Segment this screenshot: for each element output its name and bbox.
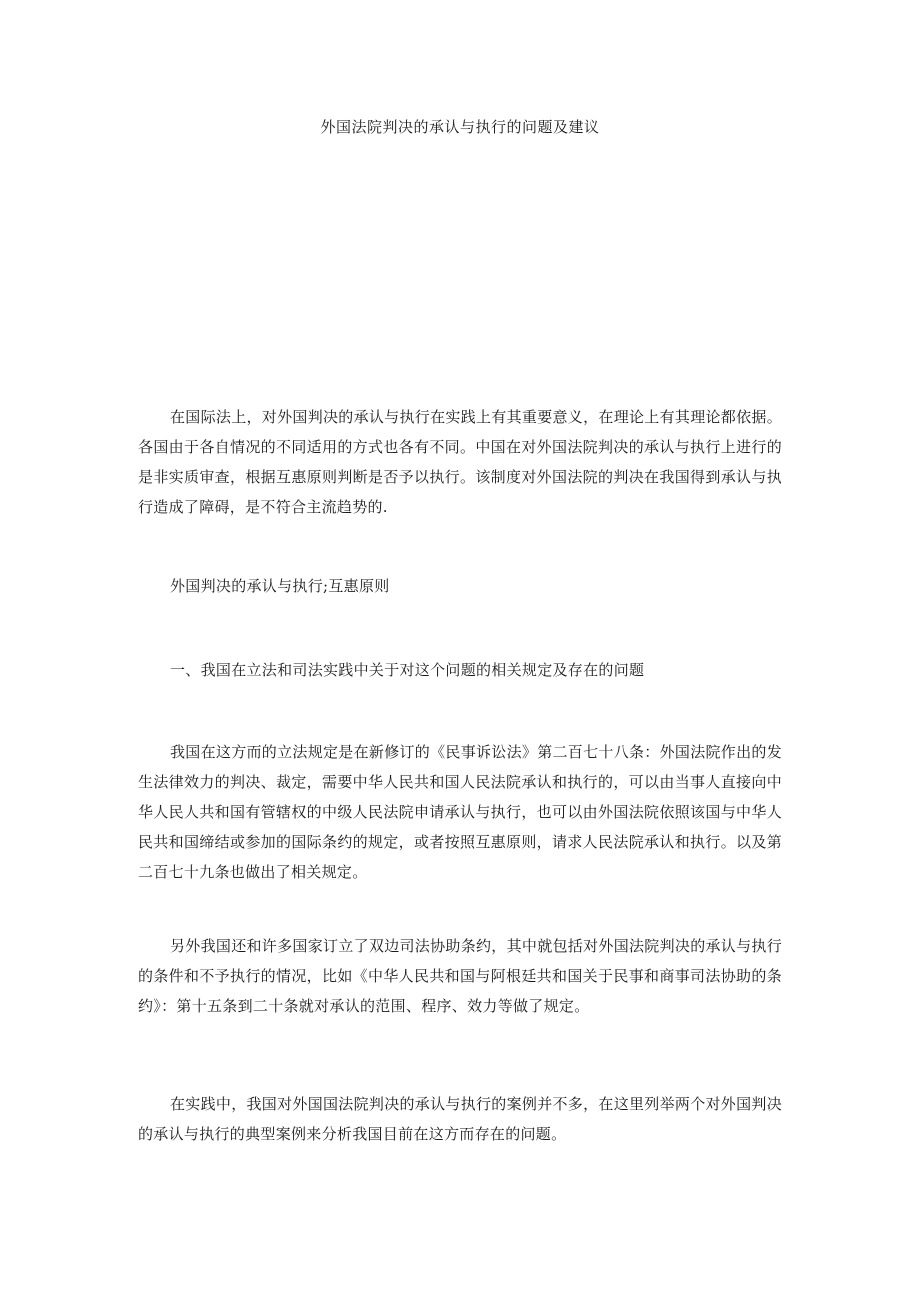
body-paragraph: 另外我国还和许多国家订立了双边司法协助条约，其中就包括对外国法院判决的承认与执行的条件和不予执行的情况，比如《中华人民共和国与阿根廷共和国关于民事和商事司法协助的条约》：第十五条到二十条就对承认的范围、程序、效力等做了规定。: [138, 937, 783, 1015]
keywords-paragraph: 外国判决的承认与执行;互惠原则: [170, 577, 390, 595]
section-heading: 一、我国在立法和司法实践中关于对这个问题的相关规定及存在的问题: [170, 661, 645, 679]
body-paragraph: 我国在这方而的立法规定是在新修订的《民事诉讼法》第二百七十八条：外国法院作出的发生法律效力的判决、裁定，需要中华人民共和国人民法院承认和执行的，可以由当事人直接向中华人民人共和国有管辖权的中级人民法院申请承认与执行，也可以由外国法院依照该国与中华人民共和国缔结或参加的国际条约的规定，或者按照互惠原则，请求人民法院承认和执行。以及第二百七十九条也做出了相关规定。: [138, 743, 783, 881]
body-paragraph: 在实践中，我国对外国国法院判决的承认与执行的案例并不多，在这里列举两个对外国判决的承认与执行的典型案例来分析我国目前在这方而存在的问题。: [138, 1095, 783, 1143]
document-title: 外国法院判决的承认与执行的问题及建议: [320, 118, 600, 136]
abstract-paragraph: 在国际法上，对外国判决的承认与执行在实践上有其重要意义，在理论上有其理论都依据。各国由于各自情况的不同适用的方式也各有不同。中国在对外国法院判决的承认与执行上进行的是非实质审查，根据互惠原则判断是否予以执行。该制度对外国法院的判决在我国得到承认与执行造成了障碍，是不符合主流趋势的.: [138, 408, 783, 516]
